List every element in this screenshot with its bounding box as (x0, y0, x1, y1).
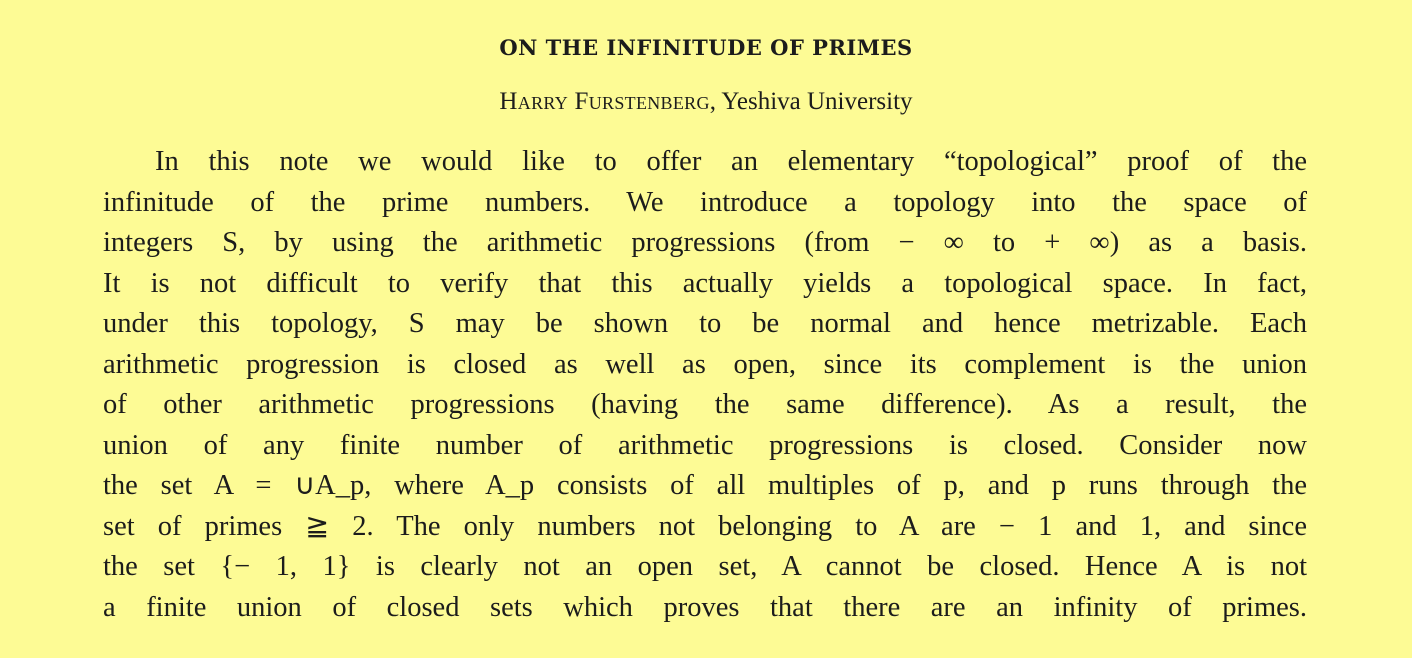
body-line-2: infinitude of the prime numbers. We introduce a topology into the space of (103, 186, 1307, 218)
body-line-8: union of any finite number of arithmetic progressions is closed. Consider now (103, 429, 1307, 461)
body-line-1: In this note we would like to offer an elementary “topological” proof of the (155, 146, 1307, 177)
body-line-10: set of primes ≧ 2. The only numbers not belonging to A are − 1 and 1, and since (103, 510, 1307, 542)
body-line-5: under this topology, S may be shown to be normal and hence metrizable. Each (103, 308, 1307, 339)
author-line (0, 86, 1412, 118)
paper-title: ON THE INFINITUDE OF PRIMES (499, 35, 913, 60)
body-line-11: the set {− 1, 1} is clearly not an open set, A cannot be closed. Hence A is not (103, 551, 1307, 582)
paper-body (103, 142, 1307, 628)
body-line-9: the set A = ∪A_p, where A_p consists of all multiples of p, and p runs through the (103, 470, 1307, 501)
body-line-12: a finite union of closed sets which proves that there are an infinity of primes. (103, 591, 1307, 623)
body-line-4: It is not difficult to verify that this actually yields a topological space. In fact, (103, 267, 1307, 299)
body-line-6: arithmetic progression is closed as well as open, since its complement is the union (103, 348, 1307, 380)
body-line-7: of other arithmetic progressions (having the same difference). As a result, the (103, 389, 1307, 420)
body-line-3: integers S, by using the arithmetic progressions (from − ∞ to + ∞) as a basis. (103, 227, 1307, 258)
author-name: Harry Furstenberg (499, 88, 710, 115)
author-affiliation: , Yeshiva University (709, 88, 913, 115)
